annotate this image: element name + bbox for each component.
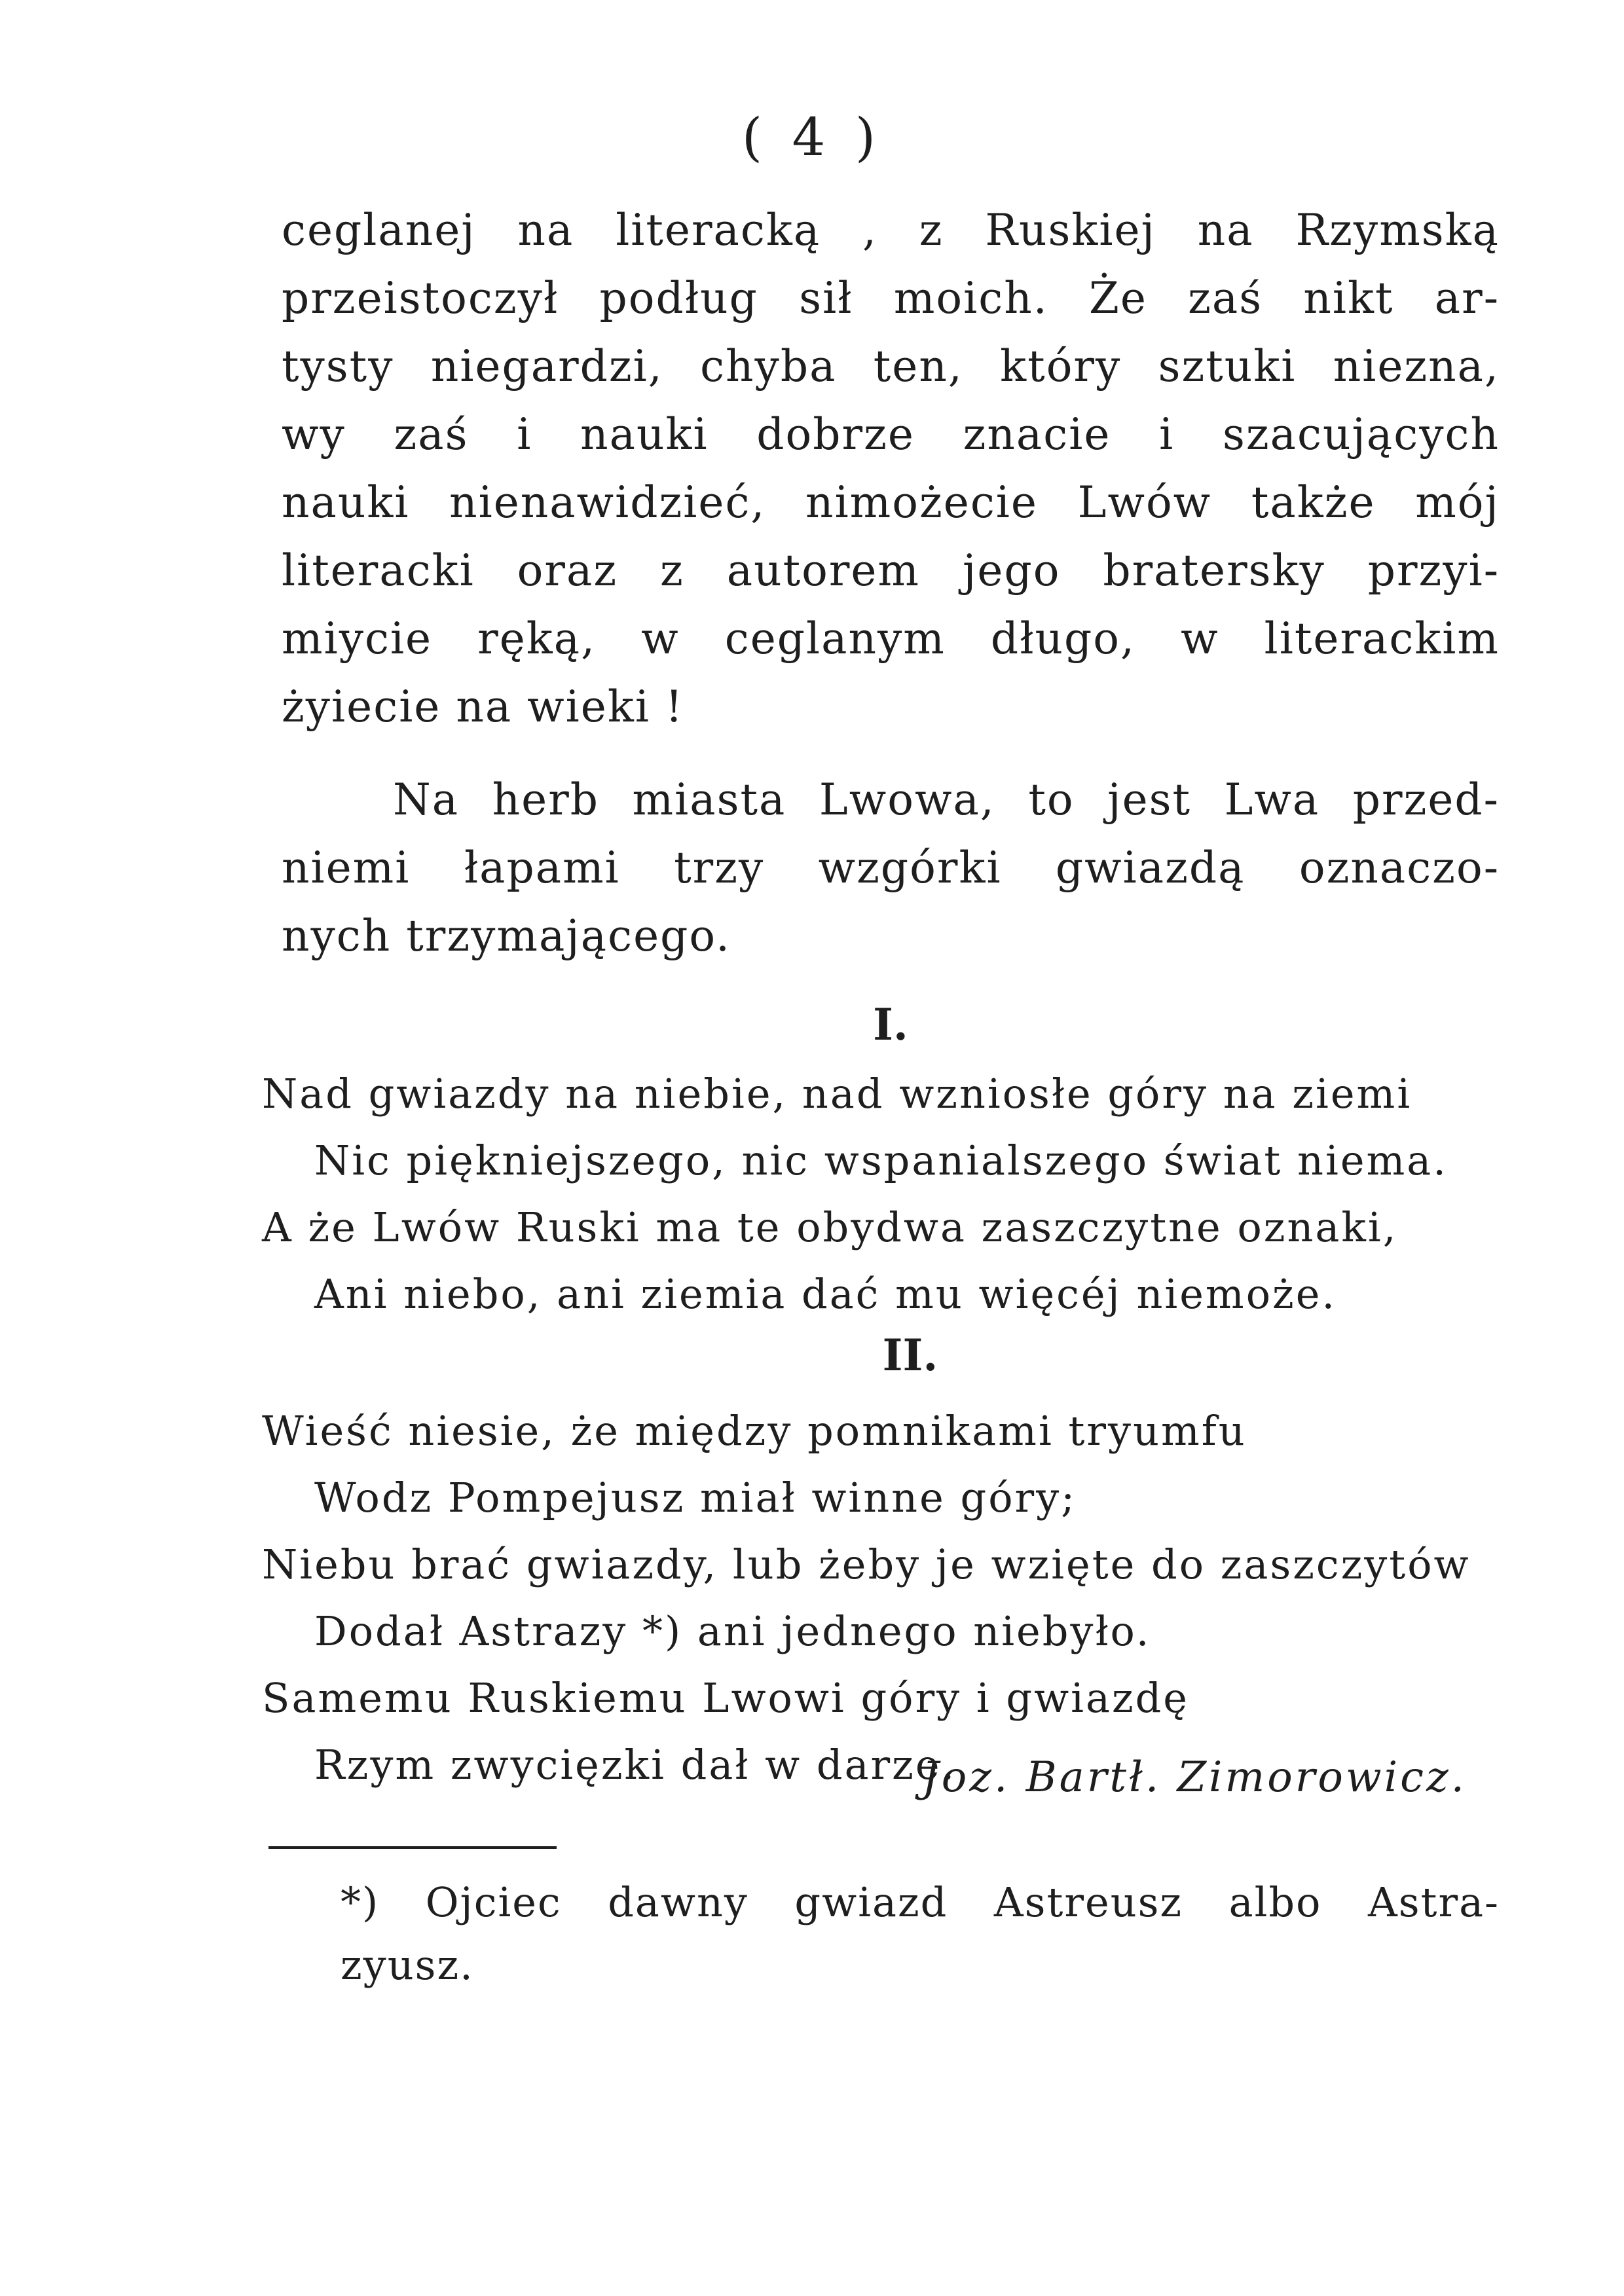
poem-heading-line: nych trzymającego. xyxy=(282,911,731,961)
footnote xyxy=(341,1871,1500,1997)
verse-line: Samemu Ruskiemu Lwowi góry i gwiazdę xyxy=(262,1674,1189,1722)
intro-line: ceglanej na literacką , z Ruskiej na Rzymską xyxy=(282,205,1500,255)
verse-line: Wodz Pompejusz miał winne góry; xyxy=(314,1474,1077,1522)
poem-heading-line: Na herb miasta Lwowa, to jest Lwa przed- xyxy=(393,774,1500,825)
intro-line: wy zaś i nauki dobrze znacie i szacujących xyxy=(282,409,1500,460)
stanza-2 xyxy=(262,1398,1506,1798)
verse-line: Niebu brać gwiazdy, lub żeby je wzięte do zaszczytów xyxy=(262,1540,1471,1588)
section-number-1: I. xyxy=(873,999,908,1050)
verse-line: Nic piękniejszego, nic wspanialszego świat niema. xyxy=(314,1137,1448,1184)
verse-line: A że Lwów Ruski ma te obydwa zaszczytne oznaki, xyxy=(262,1203,1398,1251)
page-number: ( 4 ) xyxy=(741,107,883,168)
footnote-divider xyxy=(268,1846,557,1849)
footnote-line: *) Ojciec dawny gwiazd Astreusz albo Astra- xyxy=(341,1878,1500,1926)
intro-line: nauki nienawidzieć, nimożecie Lwów także mój xyxy=(282,477,1500,528)
verse-line: Nad gwiazdy na niebie, nad wzniosłe góry na ziemi xyxy=(262,1070,1412,1118)
poem-heading xyxy=(282,766,1500,970)
verse-line: Dodał Astrazy *) ani jednego niebyło. xyxy=(314,1607,1151,1655)
intro-line: tysty niegardzi, chyba ten, który sztuki niezna, xyxy=(282,341,1500,392)
intro-line: przeistoczył podług sił moich. Że zaś nikt ar- xyxy=(282,273,1500,323)
stanza-1 xyxy=(262,1061,1506,1328)
intro-line: miycie ręką, w ceglanym długo, w literackim xyxy=(282,613,1500,664)
intro-line: żyiecie na wieki ! xyxy=(282,682,684,732)
footnote-line: zyusz. xyxy=(341,1941,474,1989)
verse-line: Wieść niesie, że między pomnikami tryumfu xyxy=(262,1407,1247,1455)
verse-line: Ani niebo, ani ziemia dać mu więcéj niemoże. xyxy=(314,1270,1337,1318)
intro-line: literacki oraz z autorem jego bratersky przyi- xyxy=(282,545,1500,596)
intro-paragraph xyxy=(282,196,1500,741)
poem-heading-line: niemi łapami trzy wzgórki gwiazdą oznaczo- xyxy=(282,843,1500,893)
author-signature: Joz. Bartł. Zimorowicz. xyxy=(922,1753,1467,1802)
verse-line: Rzym zwycięzki dał w darze. xyxy=(314,1741,957,1789)
section-number-2: II. xyxy=(882,1330,938,1381)
